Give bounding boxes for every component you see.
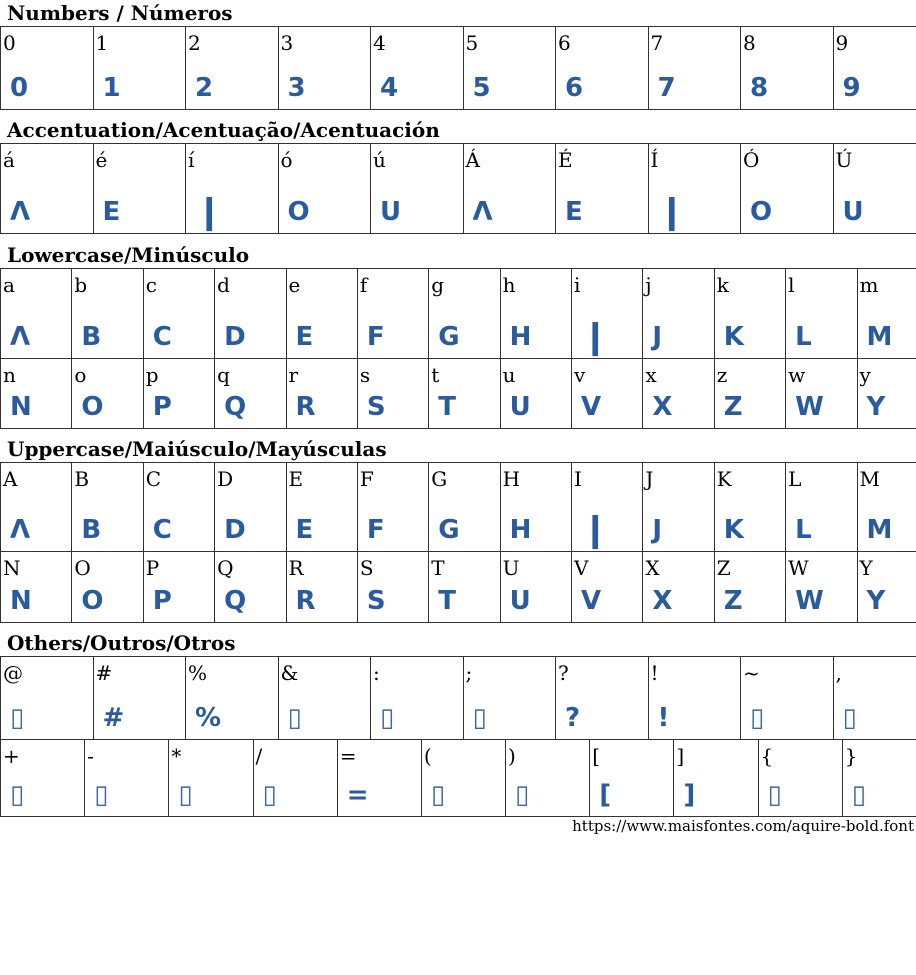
glyph-cell	[857, 552, 916, 623]
numbers-table	[0, 26, 916, 110]
glyph-row	[1, 269, 916, 359]
glyph-label: O	[74, 556, 91, 580]
glyph-sample: C	[152, 515, 172, 545]
glyph-cell	[648, 27, 741, 110]
glyph-sample: 1	[102, 73, 121, 103]
missing-glyph-icon: ▯	[287, 703, 302, 733]
glyph-label: Z	[716, 556, 731, 580]
glyph-cell	[786, 359, 857, 429]
glyph-sample: K	[723, 322, 744, 352]
glyph-sample: 4	[380, 73, 399, 103]
glyph-cell	[278, 657, 371, 740]
glyph-cell	[186, 657, 279, 740]
glyph-label: 9	[835, 31, 849, 55]
glyph-cell	[215, 552, 286, 623]
glyph-label: g	[431, 273, 445, 297]
glyph-row	[1, 552, 916, 623]
glyph-cell	[357, 359, 428, 429]
glyph-cell	[1, 740, 85, 817]
glyph-sample: O	[81, 586, 104, 616]
glyph-sample: T	[438, 586, 456, 616]
glyph-label: q	[217, 363, 230, 387]
glyph-sample: R	[295, 586, 316, 616]
glyph-sample: F	[366, 515, 385, 545]
glyph-label: J	[645, 467, 654, 491]
glyph-sample: U	[380, 197, 402, 227]
footer-url[interactable]: https://www.maisfontes.com/aquire-bold.font	[572, 817, 914, 835]
glyph-sample: N	[10, 586, 32, 616]
glyph-cell	[337, 740, 421, 817]
glyph-label: ;	[465, 661, 473, 685]
glyph-label: W	[788, 556, 809, 580]
glyph-row	[1, 740, 916, 817]
glyph-label: m	[859, 273, 879, 297]
glyph-sample: E	[295, 515, 314, 545]
glyph-label: 7	[650, 31, 664, 55]
missing-glyph-icon: ▯	[430, 780, 446, 810]
glyph-label: n	[3, 363, 16, 387]
glyph-sample: C	[152, 322, 172, 352]
glyph-sample: T	[438, 392, 456, 422]
glyph-cell	[500, 269, 571, 359]
glyph-label: Í	[650, 148, 659, 172]
glyph-cell	[1, 552, 72, 623]
section-title-uppercase: Uppercase/Maiúsculo/Mayúsculas	[7, 437, 387, 461]
glyph-sample: 2	[195, 73, 214, 103]
glyph-label: @	[3, 661, 23, 685]
glyph-sample: Λ	[10, 197, 31, 227]
glyph-label: L	[788, 467, 802, 491]
others-table-row1	[0, 656, 916, 740]
glyph-cell	[857, 359, 916, 429]
glyph-cell	[93, 27, 186, 110]
glyph-row	[1, 657, 916, 740]
glyph-label: É	[558, 148, 573, 172]
glyph-sample: 6	[565, 73, 584, 103]
glyph-cell	[186, 27, 279, 110]
glyph-label: á	[3, 148, 15, 172]
glyph-sample: B	[81, 322, 102, 352]
glyph-sample: K	[723, 515, 744, 545]
glyph-sample: M	[866, 322, 893, 352]
glyph-sample: S	[366, 392, 386, 422]
glyph-cell	[357, 269, 428, 359]
glyph-label: 3	[280, 31, 294, 55]
glyph-cell	[463, 657, 556, 740]
glyph-row	[1, 27, 916, 110]
glyph-label: o	[74, 363, 87, 387]
glyph-cell	[643, 552, 714, 623]
glyph-sample: Z	[723, 586, 743, 616]
glyph-cell	[556, 27, 649, 110]
glyph-sample: O	[287, 197, 310, 227]
glyph-sample: L	[795, 322, 812, 352]
glyph-cell	[1, 359, 72, 429]
missing-glyph-icon: ▯	[472, 703, 487, 733]
glyph-sample: E	[102, 197, 121, 227]
glyph-label: F	[359, 467, 374, 491]
glyph-sample: U	[509, 392, 531, 422]
glyph-label: :	[373, 661, 380, 685]
glyph-sample: V	[581, 392, 602, 422]
glyph-cell	[714, 269, 785, 359]
missing-glyph-icon: ▯	[178, 780, 193, 810]
glyph-label: v	[574, 363, 586, 387]
glyph-row	[1, 144, 916, 234]
glyph-sample: D	[224, 515, 246, 545]
glyph-sample: X	[652, 586, 673, 616]
glyph-cell	[421, 740, 505, 817]
glyph-sample: #	[102, 703, 125, 733]
glyph-cell	[842, 740, 916, 817]
glyph-label: Á	[465, 148, 480, 172]
glyph-cell	[648, 144, 741, 234]
missing-glyph-icon: ▯	[10, 703, 25, 733]
glyph-cell	[72, 463, 143, 552]
glyph-label: {	[760, 744, 774, 768]
glyph-cell	[357, 463, 428, 552]
glyph-cell	[572, 269, 643, 359]
glyph-cell	[286, 359, 357, 429]
glyph-label: G	[431, 467, 448, 491]
missing-glyph-icon: ▯	[10, 780, 25, 810]
glyph-cell	[833, 144, 916, 234]
glyph-cell	[463, 144, 556, 234]
glyph-sample: H	[509, 322, 532, 352]
glyph-label: U	[502, 556, 520, 580]
glyph-cell	[1, 463, 72, 552]
glyph-sample: W	[795, 586, 824, 616]
glyph-sample: 5	[472, 73, 491, 103]
glyph-label: 2	[188, 31, 201, 55]
glyph-label: ~	[743, 661, 760, 685]
glyph-cell	[143, 463, 214, 552]
uppercase-table	[0, 462, 916, 623]
glyph-label: &	[280, 661, 299, 685]
glyph-label: i	[574, 273, 581, 297]
glyph-cell	[371, 144, 464, 234]
glyph-label: ?	[558, 661, 569, 685]
glyph-sample: ❙	[581, 510, 610, 550]
glyph-label: I	[574, 467, 582, 491]
glyph-cell	[674, 740, 758, 817]
glyph-label: s	[359, 363, 371, 387]
glyph-cell	[93, 144, 186, 234]
glyph-cell	[833, 657, 916, 740]
glyph-cell	[572, 359, 643, 429]
glyph-cell	[506, 740, 590, 817]
glyph-cell	[72, 552, 143, 623]
section-title-numbers: Numbers / Números	[7, 1, 233, 25]
glyph-label: b	[74, 273, 88, 297]
glyph-sample: Q	[224, 392, 247, 422]
glyph-cell	[143, 359, 214, 429]
glyph-label: 4	[373, 31, 386, 55]
glyph-label: 0	[3, 31, 16, 55]
glyph-label: S	[359, 556, 374, 580]
glyph-label: T	[431, 556, 445, 580]
glyph-label: Ó	[743, 148, 760, 172]
glyph-label: -	[87, 744, 94, 768]
glyph-label: h	[502, 273, 516, 297]
glyph-label: Y	[859, 556, 873, 580]
glyph-label: ]	[676, 744, 685, 768]
glyph-cell	[590, 740, 674, 817]
missing-glyph-icon: ▯	[262, 780, 277, 810]
glyph-cell	[169, 740, 253, 817]
glyph-cell	[857, 463, 916, 552]
glyph-label: )	[508, 744, 516, 768]
glyph-cell	[786, 552, 857, 623]
glyph-label: 8	[743, 31, 756, 55]
glyph-sample: Z	[723, 392, 743, 422]
glyph-label: é	[95, 148, 108, 172]
glyph-label: D	[217, 467, 234, 491]
glyph-label: Ú	[835, 148, 853, 172]
glyph-sample: Y	[866, 586, 886, 616]
glyph-cell	[786, 463, 857, 552]
glyph-label: +	[3, 744, 20, 768]
glyph-cell	[1, 27, 94, 110]
glyph-cell	[500, 463, 571, 552]
glyph-sample: D	[224, 322, 246, 352]
glyph-cell	[1, 144, 94, 234]
glyph-cell	[278, 144, 371, 234]
glyph-label: l	[788, 273, 795, 297]
glyph-sample: F	[366, 322, 385, 352]
glyph-label: E	[288, 467, 304, 491]
glyph-cell	[758, 740, 842, 817]
glyph-cell	[572, 463, 643, 552]
glyph-sample: P	[152, 392, 172, 422]
glyph-label: C	[145, 467, 162, 491]
section-title-others: Others/Outros/Otros	[7, 631, 236, 655]
glyph-row	[1, 359, 916, 429]
glyph-sample: S	[366, 586, 386, 616]
glyph-sample: B	[81, 515, 102, 545]
glyph-cell	[1, 269, 72, 359]
glyph-cell	[215, 463, 286, 552]
glyph-cell	[643, 269, 714, 359]
glyph-label: 1	[95, 31, 109, 55]
glyph-label: #	[95, 661, 113, 685]
section-title-lowercase: Lowercase/Minúsculo	[7, 243, 250, 267]
glyph-label: f	[359, 273, 368, 297]
glyph-sample: V	[581, 586, 602, 616]
glyph-cell	[429, 359, 500, 429]
glyph-label: =	[339, 744, 357, 768]
glyph-sample: ❙	[581, 317, 610, 357]
glyph-label: K	[716, 467, 732, 491]
glyph-label: H	[502, 467, 521, 491]
glyph-label: u	[502, 363, 516, 387]
glyph-sample: [	[599, 780, 612, 810]
glyph-label: A	[3, 467, 18, 491]
missing-glyph-icon: ▯	[842, 703, 857, 733]
glyph-label: ,	[835, 661, 842, 685]
glyph-cell	[714, 463, 785, 552]
glyph-label: (	[423, 744, 432, 768]
glyph-label: p	[145, 363, 159, 387]
glyph-label: j	[645, 273, 652, 297]
glyph-label: P	[145, 556, 160, 580]
glyph-label: B	[74, 467, 90, 491]
section-title-accentuation: Accentuation/Acentuação/Acentuación	[7, 118, 440, 142]
glyph-sample: ❙	[657, 192, 686, 232]
glyph-cell	[500, 359, 571, 429]
glyph-label: %	[188, 661, 208, 685]
glyph-cell	[572, 552, 643, 623]
glyph-label: V	[574, 556, 589, 580]
others-table-row2	[0, 739, 916, 817]
glyph-cell	[648, 657, 741, 740]
glyph-cell	[556, 657, 649, 740]
glyph-sample: 0	[10, 73, 29, 103]
glyph-label: }	[844, 744, 858, 768]
glyph-cell	[786, 269, 857, 359]
glyph-cell	[286, 463, 357, 552]
glyph-label: ú	[373, 148, 386, 172]
glyph-sample: G	[438, 515, 460, 545]
glyph-cell	[215, 269, 286, 359]
glyph-label: Q	[217, 556, 234, 580]
glyph-cell	[741, 657, 834, 740]
glyph-sample: 8	[750, 73, 769, 103]
glyph-label: X	[645, 556, 660, 580]
glyph-label: x	[645, 363, 657, 387]
missing-glyph-icon: ▯	[380, 703, 395, 733]
glyph-sample: Y	[866, 392, 886, 422]
glyph-sample: G	[438, 322, 460, 352]
glyph-sample: 7	[657, 73, 676, 103]
glyph-sample: U	[509, 586, 531, 616]
glyph-cell	[500, 552, 571, 623]
glyph-label: d	[217, 273, 230, 297]
glyph-cell	[429, 463, 500, 552]
glyph-sample: P	[152, 586, 172, 616]
glyph-cell	[643, 463, 714, 552]
glyph-cell	[357, 552, 428, 623]
glyph-label: w	[788, 363, 806, 387]
glyph-cell	[186, 144, 279, 234]
glyph-cell	[278, 27, 371, 110]
glyph-row	[1, 463, 916, 552]
missing-glyph-icon: ▯	[750, 703, 765, 733]
glyph-sample: !	[657, 703, 670, 733]
glyph-label: !	[650, 661, 659, 685]
glyph-sample: ?	[565, 703, 581, 733]
glyph-sample: W	[795, 392, 824, 422]
glyph-cell	[371, 27, 464, 110]
glyph-sample: Λ	[10, 322, 31, 352]
glyph-sample: U	[842, 197, 864, 227]
glyph-sample: R	[295, 392, 316, 422]
glyph-label: 6	[558, 31, 571, 55]
glyph-cell	[1, 657, 94, 740]
glyph-label: *	[171, 744, 182, 768]
glyph-cell	[72, 359, 143, 429]
glyph-label: c	[145, 273, 157, 297]
glyph-cell	[72, 269, 143, 359]
glyph-label: 5	[465, 31, 479, 55]
glyph-cell	[643, 359, 714, 429]
glyph-cell	[286, 552, 357, 623]
glyph-sample: E	[565, 197, 583, 227]
glyph-label: z	[716, 363, 728, 387]
glyph-cell	[857, 269, 916, 359]
glyph-cell	[556, 144, 649, 234]
glyph-cell	[371, 657, 464, 740]
glyph-sample: 9	[842, 73, 861, 103]
glyph-sample: N	[10, 392, 32, 422]
glyph-sample: 3	[287, 73, 306, 103]
lowercase-table	[0, 268, 916, 429]
glyph-sample: %	[195, 703, 222, 733]
glyph-cell	[143, 552, 214, 623]
glyph-cell	[714, 359, 785, 429]
glyph-label: e	[288, 273, 301, 297]
glyph-cell	[463, 27, 556, 110]
glyph-cell	[741, 27, 834, 110]
glyph-cell	[215, 359, 286, 429]
glyph-label: [	[592, 744, 601, 768]
glyph-sample: M	[866, 515, 893, 545]
glyph-sample: X	[652, 392, 673, 422]
glyph-sample: ❙	[195, 192, 224, 232]
glyph-cell	[429, 552, 500, 623]
missing-glyph-icon: ▯	[515, 780, 530, 810]
glyph-sample: Λ	[472, 197, 493, 227]
glyph-label: r	[288, 363, 299, 387]
glyph-cell	[429, 269, 500, 359]
glyph-label: R	[288, 556, 304, 580]
glyph-cell	[93, 657, 186, 740]
accentuation-table	[0, 143, 916, 234]
glyph-sample: O	[750, 197, 773, 227]
missing-glyph-icon: ▯	[767, 780, 782, 810]
glyph-sample: E	[295, 322, 314, 352]
glyph-sample: L	[795, 515, 812, 545]
glyph-sample: Λ	[10, 515, 31, 545]
glyph-sample: J	[652, 515, 663, 545]
glyph-sample: O	[81, 392, 104, 422]
glyph-cell	[741, 144, 834, 234]
glyph-label: k	[716, 273, 729, 297]
glyph-sample: H	[509, 515, 532, 545]
missing-glyph-icon: ▯	[851, 780, 867, 810]
glyph-label: y	[859, 363, 871, 387]
glyph-cell	[143, 269, 214, 359]
glyph-cell	[253, 740, 337, 817]
glyph-cell	[833, 27, 916, 110]
glyph-label: N	[3, 556, 21, 580]
glyph-cell	[286, 269, 357, 359]
glyph-cell	[714, 552, 785, 623]
glyph-label: í	[188, 148, 195, 172]
glyph-sample: ]	[683, 780, 696, 810]
glyph-label: t	[431, 363, 440, 387]
glyph-label: /	[255, 744, 263, 768]
glyph-sample: Q	[224, 586, 247, 616]
glyph-label: ó	[280, 148, 293, 172]
glyph-cell	[85, 740, 169, 817]
glyph-sample: J	[652, 322, 663, 352]
missing-glyph-icon: ▯	[94, 780, 109, 810]
glyph-label: M	[859, 467, 880, 491]
glyph-sample: =	[346, 780, 369, 810]
glyph-label: a	[3, 273, 15, 297]
